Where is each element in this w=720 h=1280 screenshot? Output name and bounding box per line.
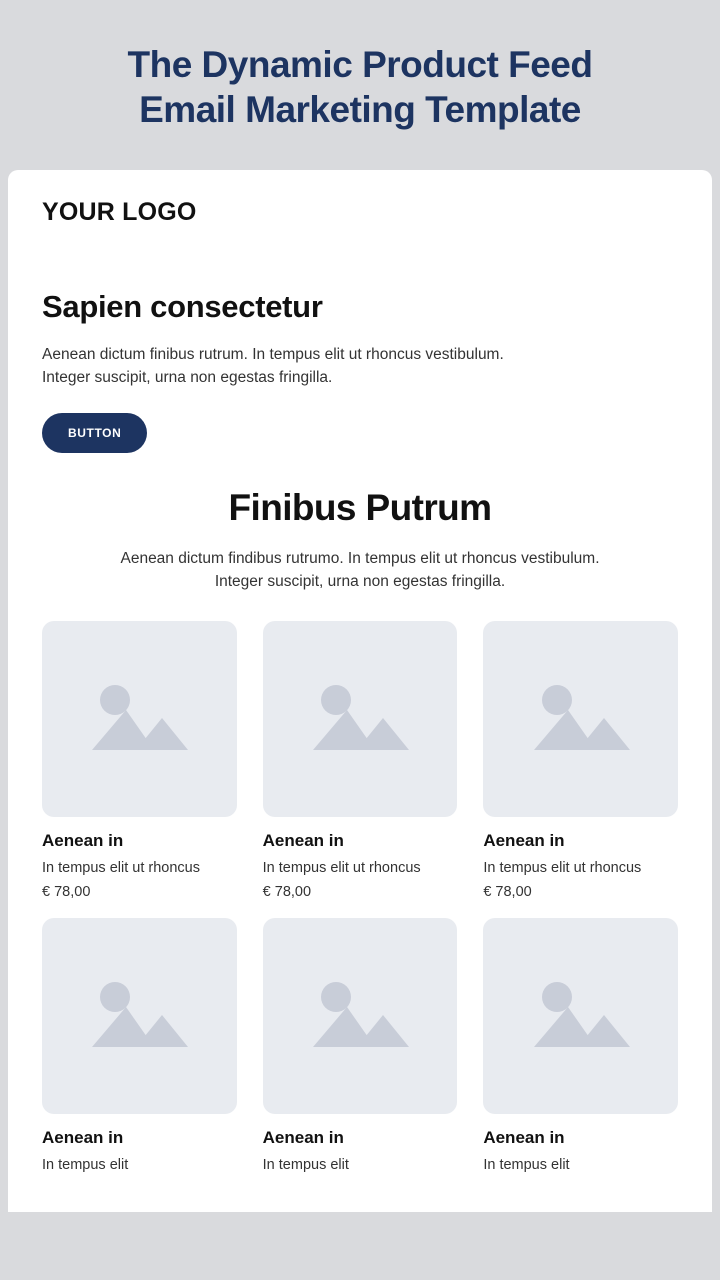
- hero-section: [8, 227, 712, 453]
- product-card[interactable]: [42, 621, 237, 900]
- image-placeholder-icon: [84, 676, 194, 762]
- hero-body: Aenean dictum finibus rutrum. In tempus elit ut rhoncus vestibulum. Integer suscipit, urna non egestas fringilla.: [42, 346, 504, 386]
- product-description: In tempus elit ut rhoncus: [483, 860, 642, 876]
- image-placeholder-icon: [305, 973, 415, 1059]
- image-placeholder-icon: [526, 676, 636, 762]
- product-card[interactable]: [42, 918, 237, 1177]
- product-grid: [8, 621, 712, 1177]
- product-thumbnail: [42, 918, 237, 1114]
- product-thumbnail: [263, 621, 458, 817]
- hero-heading: Sapien consectetur: [42, 289, 323, 324]
- product-description: In tempus elit: [483, 1157, 570, 1173]
- brand-logo: YOUR LOGO: [42, 198, 197, 226]
- page-title: [40, 42, 680, 132]
- product-thumbnail: [483, 918, 678, 1114]
- product-card[interactable]: [263, 621, 458, 900]
- section-subtitle: Aenean dictum findibus rutrumo. In tempus elit ut rhoncus vestibulum. Integer suscipit, urna non egestas fringilla.: [120, 550, 600, 590]
- image-placeholder-icon: [84, 973, 194, 1059]
- product-name: Aenean in: [262, 1128, 344, 1147]
- product-description: In tempus elit ut rhoncus: [42, 860, 200, 876]
- product-name: Aenean in: [262, 831, 344, 850]
- product-card[interactable]: [483, 918, 678, 1177]
- product-name: Aenean in: [42, 831, 124, 850]
- product-description: In tempus elit: [262, 1157, 349, 1173]
- page-title-line-2: Email Marketing Template: [139, 89, 581, 130]
- product-description: In tempus elit ut rhoncus: [262, 860, 421, 876]
- page-title-line-1: The Dynamic Product Feed: [127, 44, 593, 85]
- product-name: Aenean in: [483, 831, 565, 850]
- hero-cta-button[interactable]: BUTTON: [42, 413, 147, 453]
- image-placeholder-icon: [526, 973, 636, 1059]
- product-name: Aenean in: [483, 1128, 565, 1147]
- product-thumbnail: [42, 621, 237, 817]
- product-card[interactable]: [483, 621, 678, 900]
- product-name: Aenean in: [42, 1128, 124, 1147]
- page-header: [0, 0, 720, 158]
- product-thumbnail: [263, 918, 458, 1114]
- product-price: € 78,00: [483, 884, 532, 900]
- product-card[interactable]: [263, 918, 458, 1177]
- image-placeholder-icon: [305, 676, 415, 762]
- product-price: € 78,00: [42, 884, 91, 900]
- product-thumbnail: [483, 621, 678, 817]
- product-description: In tempus elit: [42, 1157, 129, 1173]
- product-price: € 78,00: [262, 884, 312, 900]
- section-title: Finibus Putrum: [228, 487, 492, 528]
- email-preview-card: [8, 170, 712, 1212]
